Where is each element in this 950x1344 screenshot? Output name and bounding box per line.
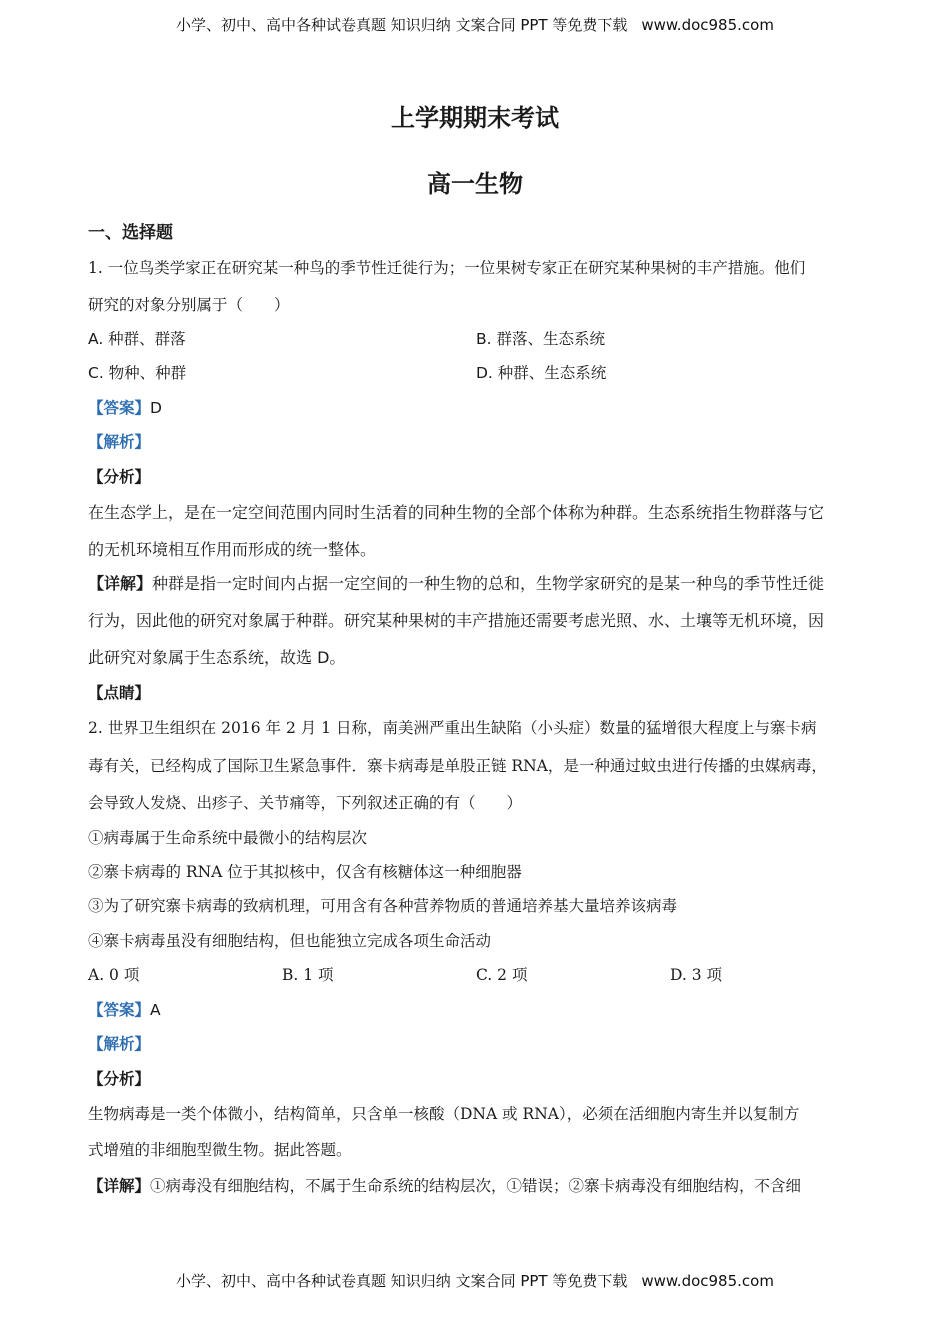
answer-value: A xyxy=(150,1001,161,1019)
q2-item-3: ③为了研究寨卡病毒的致病机理，可用含有各种营养物质的普通培养基大量培养该病毒 xyxy=(88,897,678,915)
answer-value: D xyxy=(150,399,162,417)
q2-option-a: A. 0 项 xyxy=(88,966,140,984)
q2-stem-line-3: 会导致人发烧、出疹子、关节痛等，下列叙述正确的有（ ） xyxy=(88,794,523,812)
q2-item-1: ①病毒属于生命系统中最微小的结构层次 xyxy=(88,829,368,847)
banner-site-link[interactable]: www.doc985.com xyxy=(641,16,774,34)
page-title: 上学期期末考试 xyxy=(391,104,559,132)
q2-stem-line-1: 2. 世界卫生组织在 2016 年 2 月 1 日称，南美洲严重出生缺陷（小头症）数量的猛增很大程度上与寨卡病 xyxy=(88,719,817,737)
q2-fenxi-line-1: 生物病毒是一类个体微小，结构简单，只含单一核酸（DNA 或 RNA），必须在活细胞内寄生并以复制方 xyxy=(88,1105,800,1123)
xiangjie-label: 【详解】 xyxy=(88,1177,151,1195)
xiangjie-text: 种群是指一定时间内占据一定空间的一种生物的总和，生物学家研究的是某一种鸟的季节性迁徙 xyxy=(152,574,825,593)
bottom-banner xyxy=(0,1270,950,1291)
q1-xiangjie-line-1 xyxy=(88,571,824,594)
q2-fenxi-label: 【分析】 xyxy=(88,1070,151,1088)
q1-fenxi-line-2: 的无机环境相互作用而形成的统一整体。 xyxy=(88,540,377,559)
q2-jiexi-label: 【解析】 xyxy=(88,1035,151,1053)
page-subtitle: 高一生物 xyxy=(427,170,523,198)
q2-answer xyxy=(88,998,161,1020)
section-heading: 一、选择题 xyxy=(88,223,173,243)
q2-option-c: C. 2 项 xyxy=(476,966,528,984)
q1-option-c: C. 物种、种群 xyxy=(88,364,187,382)
q1-answer xyxy=(88,396,162,418)
q1-xiangjie-line-3: 此研究对象属于生态系统，故选 D。 xyxy=(88,648,346,667)
q1-option-d: D. 种群、生态系统 xyxy=(476,364,607,382)
banner-site-link[interactable]: www.doc985.com xyxy=(641,1272,774,1290)
q2-xiangjie-line-1 xyxy=(88,1174,801,1196)
xiangjie-text: ①病毒没有细胞结构，不属于生命系统的结构层次，①错误；②寨卡病毒没有细胞结构，不含细 xyxy=(150,1177,802,1195)
answer-label: 【答案】 xyxy=(88,399,151,417)
q1-fenxi-label: 【分析】 xyxy=(88,468,151,486)
q1-option-b: B. 群落、生态系统 xyxy=(476,330,605,348)
q1-fenxi-line-1: 在生态学上，是在一定空间范围内同时生活着的同种生物的全部个体称为种群。生态系统指生物群落与它 xyxy=(88,503,825,522)
top-banner xyxy=(0,14,950,35)
q2-option-b: B. 1 项 xyxy=(282,966,334,984)
q2-option-d: D. 3 项 xyxy=(670,966,723,984)
xiangjie-label: 【详解】 xyxy=(88,574,153,593)
q1-stem-line-1: 1. 一位鸟类学家正在研究某一种鸟的季节性迁徙行为；一位果树专家正在研究某种果树的丰产措施。他们 xyxy=(88,259,806,277)
q1-stem-line-2: 研究的对象分别属于（ ） xyxy=(88,296,290,314)
q1-dianjing-label: 【点睛】 xyxy=(88,684,151,702)
q1-option-a: A. 种群、群落 xyxy=(88,330,186,348)
q2-fenxi-line-2: 式增殖的非细胞型微生物。据此答题。 xyxy=(88,1141,352,1159)
q2-item-4: ④寨卡病毒虽没有细胞结构，但也能独立完成各项生命活动 xyxy=(88,932,492,950)
banner-text: 小学、初中、高中各种试卷真题 知识归纳 文案合同 PPT 等免费下载 xyxy=(176,1272,628,1290)
banner-text: 小学、初中、高中各种试卷真题 知识归纳 文案合同 PPT 等免费下载 xyxy=(176,16,628,34)
q1-jiexi-label: 【解析】 xyxy=(88,433,151,451)
q1-xiangjie-line-2: 行为，因此他的研究对象属于种群。研究某种果树的丰产措施还需要考虑光照、水、土壤等无机环境，因 xyxy=(88,611,825,630)
answer-label: 【答案】 xyxy=(88,1001,151,1019)
q2-item-2: ②寨卡病毒的 RNA 位于其拟核中，仅含有核糖体这一种细胞器 xyxy=(88,863,522,881)
q2-stem-line-2: 毒有关，已经构成了国际卫生紧急事件．寨卡病毒是单股正链 RNA，是一种通过蚊虫进行传播的虫媒病毒， xyxy=(88,757,827,775)
